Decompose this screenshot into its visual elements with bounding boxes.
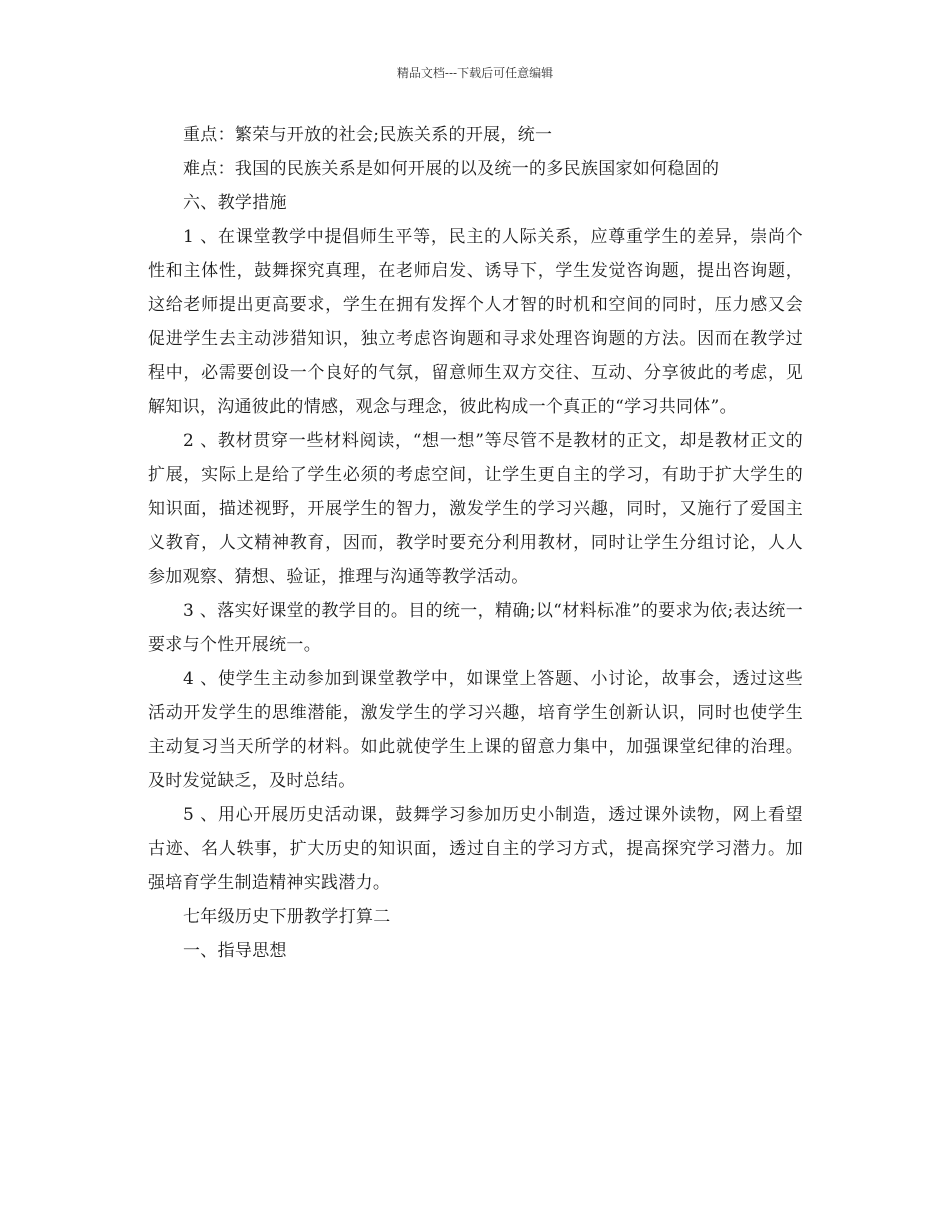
section-title-plan-two: 七年级历史下册教学打算二 xyxy=(183,907,391,927)
document-body xyxy=(148,118,803,968)
page-header: 精品文档---下载后可任意编辑 xyxy=(396,66,554,80)
paragraph-key-points: 重点：繁荣与开放的社会;民族关系的开展，统一 xyxy=(183,125,553,145)
paragraph-measure-4: 4 、使学生主动参加到课堂教学中，如课堂上答题、小讨论，故事会，透过这些活动开发学生的思维潜能，激发学生的学习兴趣，培育学生创新认识，同时也使学生主动复习当天所学的材料。如此就使学生上课的留意力集中，加强课堂纪律的治理。及时发觉缺乏，及时总结。 xyxy=(148,669,803,791)
paragraph-measure-1: 1 、在课堂教学中提倡师生平等，民主的人际关系，应尊重学生的差异，崇尚个性和主体性，鼓舞探究真理，在老师启发、诱导下，学生发觉咨询题，提出咨询题，这给老师提出更高要求，学生在拥有发挥个人才智的时机和空间的同时，压力感又会促进学生去主动涉猎知识，独立考虑咨询题和寻求处理咨询题的方法。因而在教学过程中，必需要创设一个良好的气氛，留意师生双方交往、互动、分享彼此的考虑，见解知识，沟通彼此的情感，观念与理念，彼此构成一个真正的“学习共同体”。 xyxy=(148,227,803,417)
section-heading-guiding-ideology: 一、指导思想 xyxy=(183,941,287,961)
paragraph-measure-2: 2 、教材贯穿一些材料阅读，“想一想”等尽管不是教材的正文，却是教材正文的扩展，实际上是给了学生必须的考虑空间，让学生更自主的学习，有助于扩大学生的知识面，描述视野，开展学生的智力，激发学生的学习兴趣，同时，又施行了爱国主义教育，人文精神教育，因而，教学时要充分利用教材，同时让学生分组讨论，人人参加观察、猜想、验证，推理与沟通等教学活动。 xyxy=(148,431,803,587)
paragraph-measure-5: 5 、用心开展历史活动课，鼓舞学习参加历史小制造，透过课外读物，网上看望古迹、名人轶事，扩大历史的知识面，透过自主的学习方式，提高探究学习潜力。加强培育学生制造精神实践潜力。 xyxy=(148,805,803,893)
paragraph-measure-3: 3 、落实好课堂的教学目的。目的统一，精确;以“材料标准”的要求为依;表达统一要求与个性开展统一。 xyxy=(148,601,803,655)
paragraph-difficulties: 难点：我国的民族关系是如何开展的以及统一的多民族国家如何稳固的 xyxy=(183,159,720,179)
section-heading-teaching-measures: 六、教学措施 xyxy=(183,193,287,213)
